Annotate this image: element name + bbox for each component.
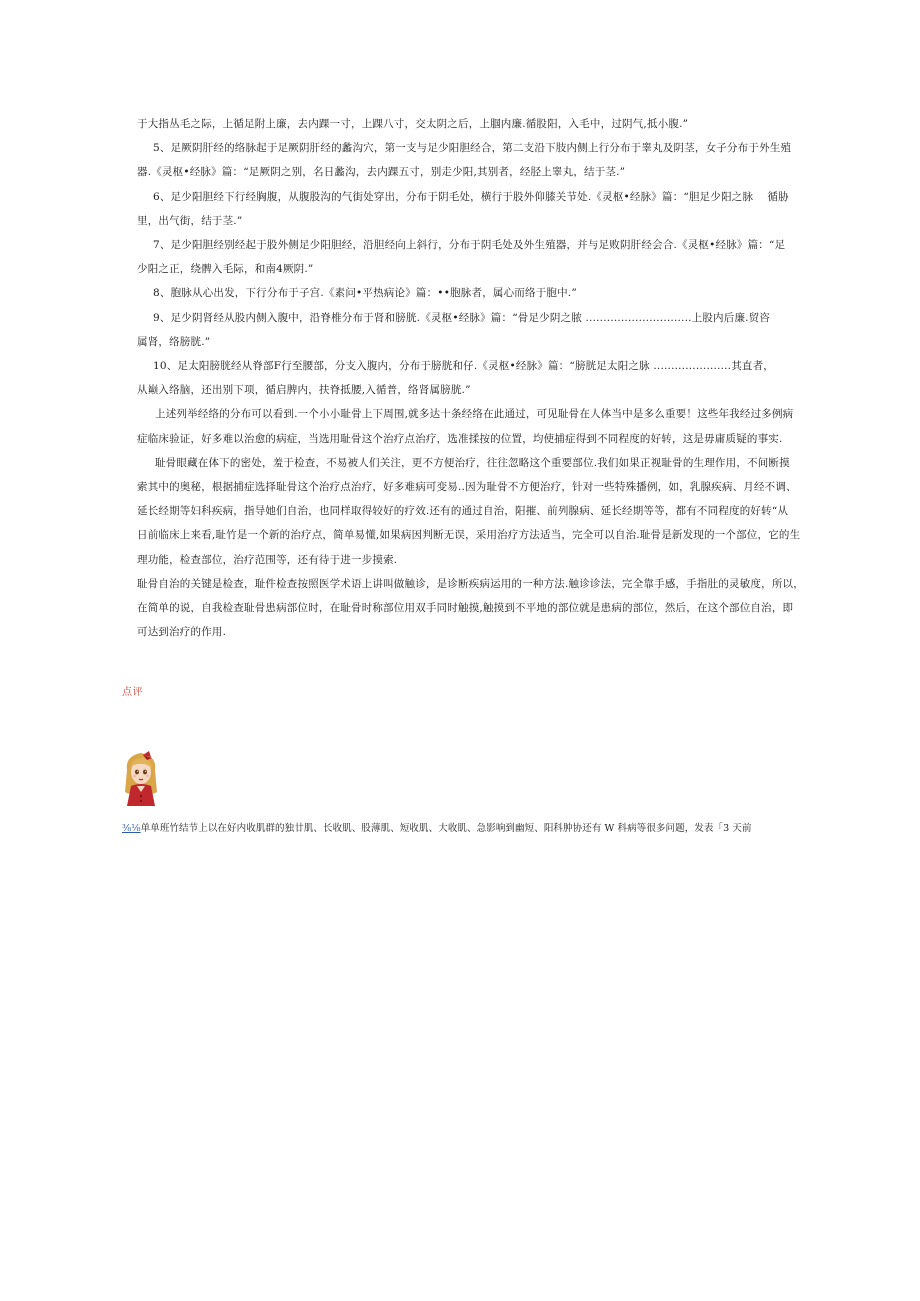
text-line: 10、足太阳膀胱经从脊部F行至腰部，分支入腹内，分布于膀胱和仔.《灵枢•经脉》篇：“膀胱足太阳之脉 ......................其直者， (153, 360, 775, 373)
text-line: 7、足少阳胆经别经起于股外侧足少阳胆经，沿胆经向上斜行，分布于阴毛处及外生殖器，并与足败阴肝经会合.《灵枢•经脉》篇：“足 (153, 239, 786, 252)
text-line: 8、胞脉从心出发，下行分布于子宫.《素问•平热病论》篇：••胞脉者，属心而络于胞中.” (153, 287, 577, 300)
text-line: 理功能，检查部位，治疗范围等，还有待于进一步摸索. (137, 553, 398, 566)
text-line: 少阳之正，绕髀入毛际，和南4厥阴.” (137, 263, 314, 276)
text-line: 5、足厥阴肝经的络脉起于足厥阴肝经的蠡沟穴，第一支与足少阳胆经合，第二支沿下肢内侧上行分布于睾丸及阴茎，女子分布于外生殖 (153, 142, 792, 155)
review-comment (122, 820, 752, 834)
text-line: 于大指丛毛之际，上循足附上廉，去内踝一寸，上踝八寸，交太阴之后，上腘内廉.循股阳，入毛中，过阴气,抵小腹.” (137, 118, 689, 130)
text-line: 耻骨眼藏在体下的密处，羞于检查，不易被人们关注，更不方便治疗，往往忽略这个重要部位.我们如果正视耻骨的生理作用，不间断摸 (155, 456, 790, 469)
text-line: 在简单的说，自我检查耻骨患病部位时，在耻骨时称部位用双手同时触摸,触摸到不平地的部位就是患病的部位，然后，在这个部位自治，即 (137, 602, 794, 615)
text-line: 属肾，络膀胱.” (137, 335, 211, 348)
text-line: 延长经期等妇科疾病，指导她们自治，也同样取得较好的疗效.还有的通过自治，阳摧、前列腺病、延长经期等等，都有不同程度的好转“从 (137, 505, 789, 518)
text-line: 日前临床上来看,耻竹是一个新的治疗点，简单易懂,如果病因判断无误，采用治疗方法适当，完全可以自治.耻骨是新发现的一个部位，它的生 (137, 529, 801, 542)
text-line: 可达到治疗的作用. (137, 626, 227, 639)
text-line: 索其中的奥秘，根据捕症选择耻骨这个治疗点治疗，好多难病可变易..因为耻骨不方便治疗，针对一些特殊播例，如，乳腺疾病、月经不调、 (137, 481, 797, 494)
text-line: 里，出气街，结于茎.” (137, 214, 243, 227)
review-user-link[interactable]: ⅜⅛ (122, 823, 141, 834)
text-line: 症临床验证，好多难以治愈的病症，当选用耻骨这个治疗点治疗，选准揉按的位置，均使捕症得到不同程度的好转，这是毋庸质疑的事实. (137, 432, 783, 445)
review-section-label: 点评 (122, 687, 143, 698)
avatar[interactable] (121, 748, 161, 806)
text-line: 器.《灵枢•经脉》篇：“足厥阴之别，名日蠡沟，去内踝五寸，别走少阳,其别者，经胫上睾丸，结于茎.” (137, 166, 626, 179)
text-line: 6、足少阳胆经下行经胸腹，从腹股沟的气街处穿出，分布于阴毛处，横行于股外仰膝关节处.《灵枢•经脉》篇：“胆足少阳之脉 循胁 (153, 190, 789, 203)
text-line: 耻骨自治的关键是检查，耻件检查按照医学术语上讲叫做触诊，是诊断疾病运用的一种方法.触诊诊法，完全靠手感，手指肚的灵敏度，所以， (137, 577, 804, 590)
text-line: 从巅入络脑，还出别下项，循启脾内，扶脊抵腰,入循普，络肾属膀胱.” (137, 384, 471, 397)
text-line: 上述列举经络的分布可以看到.一个小小耻骨上下周围,就多达十条经络在此通过，可见耻骨在人体当中是多么重要！这些年我经过多例病 (155, 408, 794, 421)
review-text: 单单班竹结节上以在好内收肌群的独廿肌、长收肌、股薄肌、短收肌、大收肌、急影响到幽短、阳科肿协还有 W 科病等很多问题，发表「3 天前 (140, 823, 752, 834)
text-line: 9、足少阴肾经从股内侧入腹中，沿脊椎分布于肾和膀胱.《灵枢•经脉》篇：“骨足少阴之脓 ..............................上股内后廉.贸咨 (153, 311, 771, 324)
document-body (137, 112, 804, 644)
